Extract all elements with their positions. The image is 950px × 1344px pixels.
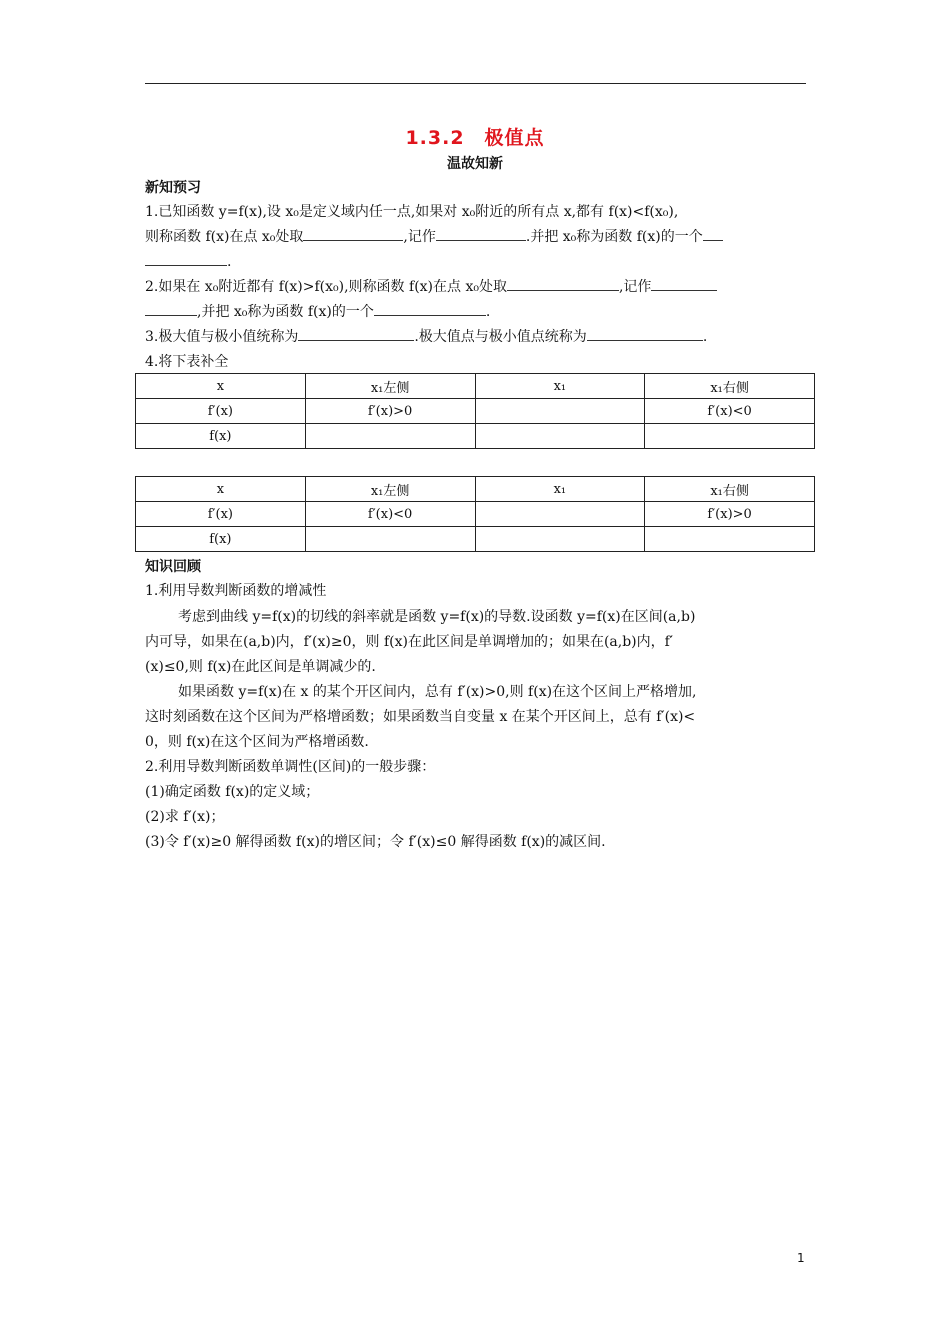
table-cell: f′(x): [136, 399, 306, 424]
paragraph-4: 4.将下表补全: [145, 354, 229, 370]
fill-blank[interactable]: [436, 228, 526, 241]
review-line: (x)≤0,则 f(x)在此区间是单调减少的.: [145, 659, 376, 675]
table-cell[interactable]: [475, 502, 645, 527]
table-cell: f(x): [136, 527, 306, 552]
paragraph-1-line-1: 1.已知函数 y=f(x),设 x₀是定义域内任一点,如果对 x₀附近的所有点 x,都有 f(x)<f(x₀),: [145, 204, 679, 220]
review-line: 内可导，如果在(a,b)内，f′(x)≥0，则 f(x)在此区间是单调增加的；如果在(a,b)内，f′: [145, 634, 673, 650]
fill-blank[interactable]: [145, 253, 227, 266]
fill-blank[interactable]: [587, 328, 703, 341]
section-heading-review: 知识回顾: [145, 559, 201, 575]
paragraph-3: [145, 328, 707, 346]
paragraph-2-line-2: [145, 303, 490, 321]
fill-blank[interactable]: [507, 278, 619, 291]
table-cell: x₁右侧: [645, 374, 815, 399]
text-segment: ,并把 x₀称为函数 f(x)的一个: [197, 304, 374, 320]
table-cell[interactable]: [645, 527, 815, 552]
table-cell: x: [136, 374, 306, 399]
review-line: 如果函数 y=f(x)在 x 的某个开区间内，总有 f′(x)>0,则 f(x)在这个区间上严格增加,: [178, 684, 697, 700]
text-segment: ,记作: [618, 279, 652, 295]
text-segment: 3.极大值与极小值统称为: [145, 329, 299, 345]
table-cell: f′(x)>0: [645, 502, 815, 527]
text-segment: 则称函数 f(x)在点 x₀处取: [145, 229, 304, 245]
fill-blank[interactable]: [703, 228, 723, 241]
table-cell: x: [136, 477, 306, 502]
fill-blank[interactable]: [298, 328, 414, 341]
page-title: 1.3.2 极值点: [405, 127, 545, 149]
review-line: 考虑到曲线 y=f(x)的切线的斜率就是函数 y=f(x)的导数.设函数 y=f(x)在区间(a,b): [178, 609, 696, 625]
text-segment: 2.如果在 x₀附近都有 f(x)>f(x₀),则称函数 f(x)在点 x₀处取: [145, 279, 507, 295]
table-cell: f′(x)<0: [645, 399, 815, 424]
paragraph-2-line-1: [145, 278, 717, 296]
table-row: [136, 424, 815, 449]
text-segment: ,记作: [403, 229, 436, 245]
fill-blank[interactable]: [651, 278, 717, 291]
table-cell: f′(x)>0: [305, 399, 475, 424]
table-cell[interactable]: [305, 424, 475, 449]
text-segment: .: [485, 304, 491, 320]
table-cell: x₁左侧: [305, 477, 475, 502]
table-cell: x₁: [475, 477, 645, 502]
table-cell[interactable]: [475, 527, 645, 552]
table-minimum: [135, 476, 815, 552]
table-cell: x₁: [475, 374, 645, 399]
table-row: [136, 527, 815, 552]
fill-blank[interactable]: [145, 303, 197, 316]
table-cell[interactable]: [475, 399, 645, 424]
fill-blank[interactable]: [303, 228, 403, 241]
table-cell: f′(x): [136, 502, 306, 527]
table-row: [136, 374, 815, 399]
text-segment: .: [227, 254, 232, 270]
text-segment: .并把 x₀称为函数 f(x)的一个: [525, 229, 703, 245]
review-line: 2.利用导数判断函数单调性(区间)的一般步骤：: [145, 759, 436, 775]
review-line: 0，则 f(x)在这个区间为严格增函数.: [145, 734, 369, 750]
paragraph-1-line-3: [145, 253, 231, 271]
table-cell[interactable]: [475, 424, 645, 449]
table-row: [136, 399, 815, 424]
table-row: [136, 477, 815, 502]
paragraph-1-line-2: [145, 228, 723, 246]
table-cell: f(x): [136, 424, 306, 449]
text-segment: .: [702, 329, 708, 345]
page-number: 1: [797, 1251, 805, 1265]
table-cell: x₁右侧: [645, 477, 815, 502]
review-line: (3)令 f′(x)≥0 解得函数 f(x)的增区间；令 f′(x)≤0 解得函数 f(x)的减区间.: [145, 834, 606, 850]
table-cell: x₁左侧: [305, 374, 475, 399]
table-maximum: [135, 373, 815, 449]
table-cell[interactable]: [305, 527, 475, 552]
text-segment: .极大值点与极小值点统称为: [414, 329, 587, 345]
review-line: (2)求 f′(x)；: [145, 809, 225, 825]
review-line: (1)确定函数 f(x)的定义域；: [145, 784, 320, 800]
review-line: 这时刻函数在这个区间为严格增函数；如果函数当自变量 x 在某个开区间上，总有 f′(x)<: [145, 709, 696, 725]
table-row: [136, 502, 815, 527]
table-cell: f′(x)<0: [305, 502, 475, 527]
header-rule: [145, 83, 806, 84]
fill-blank[interactable]: [374, 303, 486, 316]
page-subtitle: 温故知新: [447, 156, 503, 172]
review-line: 1.利用导数判断函数的增减性: [145, 583, 327, 599]
table-cell[interactable]: [645, 424, 815, 449]
section-heading-preview: 新知预习: [145, 180, 201, 196]
